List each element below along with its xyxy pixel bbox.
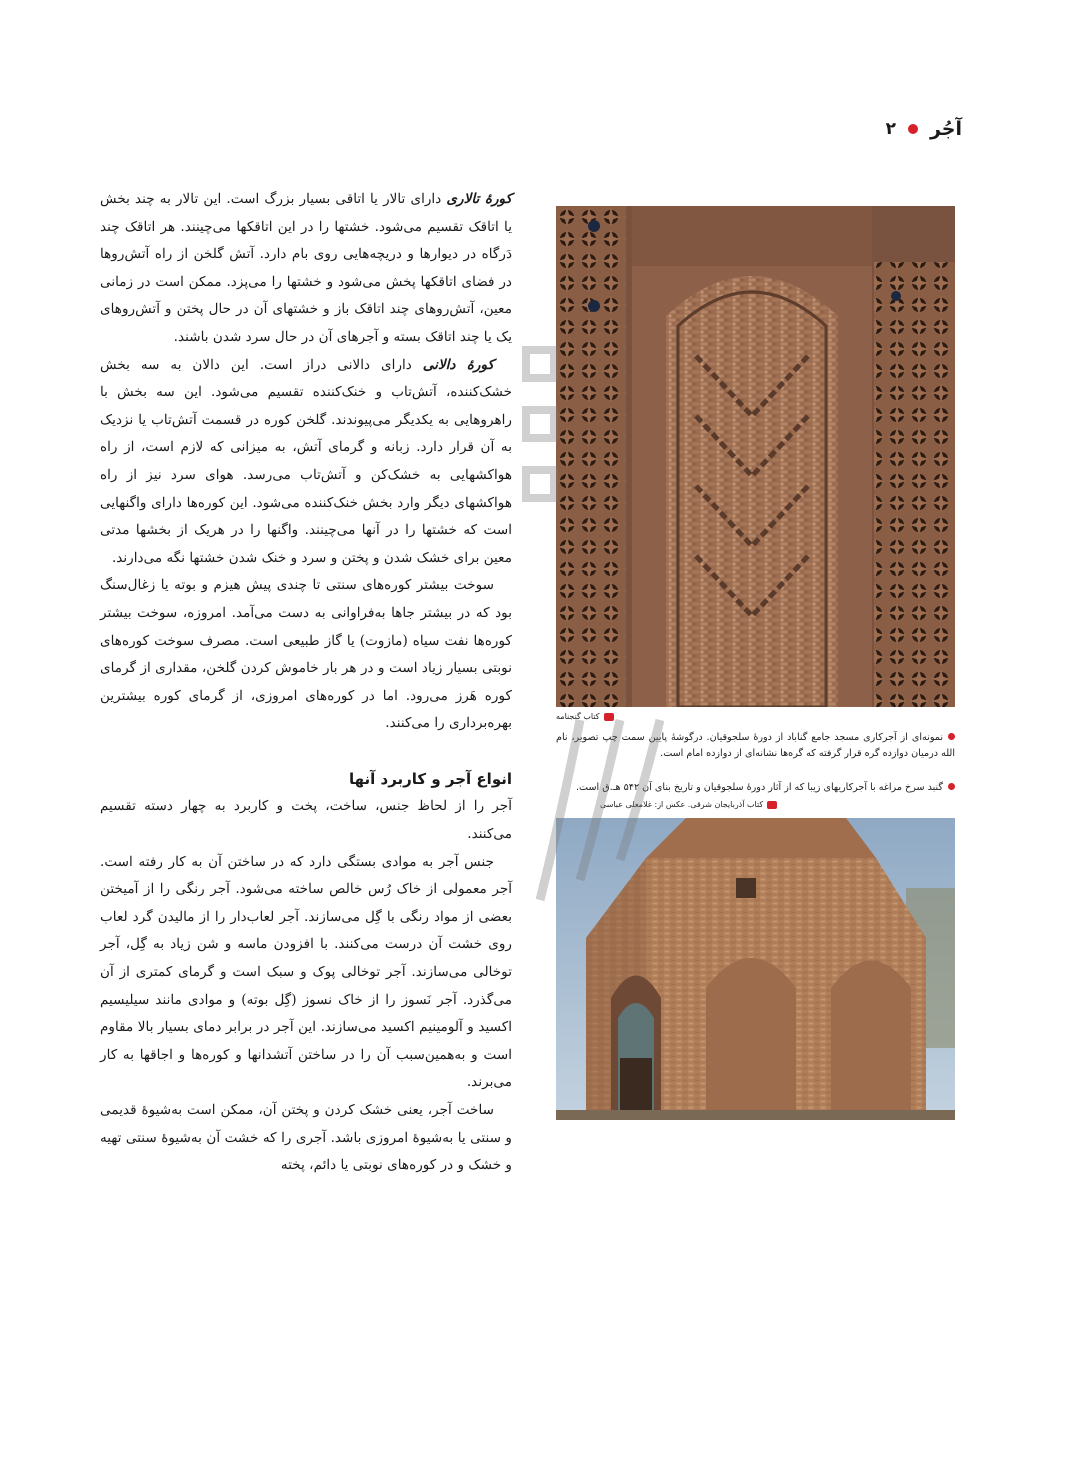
- page-number: ۲: [885, 119, 896, 139]
- paragraph-tunnel-kiln: [100, 352, 512, 573]
- caption-text: گنبد سرخ مراغه با آجرکاریهای زیبا که از آثار دورهٔ سلجوقیان و تاریخ بنای آن ۵۴۲ هـ.ق است.: [576, 782, 943, 793]
- top-photo-caption: [556, 730, 955, 762]
- paragraph-brick-material: جنس آجر به موادی بستگی دارد که در ساختن آن به کار رفته است. آجر معمولی از خاک رُس خالص ساخته می‌شود. آجر رنگی را از آمیختن بعضی از مواد رنگی با گِل می‌سازند. آجر لعاب‌دار را از مالیدن گرد لعاب روی خشت آن درست می‌کنند. با افزودن ماسه و شن زیاد به گِل، آجر توخالی می‌سازند. آجر توخالی پوک و سبک است و گرمای کمتری از آن می‌گذرد. آجر نَسوز را از خاک نسوز (گِل بوته) و موادی مانند سیلیسیم اکسید و آلومینیم اکسید می‌سازند. این آجر در برابر دمای بسیار بالا مقاوم است و به‌همین‌سبب آن را در ساختن آتشدانها و کوره‌ها و اجاقها به کار می‌برند.: [100, 853, 512, 1091]
- red-bullet-icon: [948, 783, 955, 790]
- top-photo-credit: [556, 712, 614, 721]
- photo-gonabad-brickwork: [556, 206, 955, 707]
- bottom-photo-caption: [556, 780, 955, 796]
- caption-text: نمونه‌ای از آجرکاری مسجد جامع گناباد از دورهٔ سلجوقیان. درگوشهٔ پایین سمت چپ تصویر، نام الله درمیان دوازده گره قرار گرفته که گره‌ها نشانه‌ای از دوازده امام است.: [556, 732, 955, 759]
- page-header: [886, 118, 962, 140]
- camera-icon: [604, 713, 614, 721]
- body-text-column: [100, 186, 512, 1180]
- paragraph-body: دارای دالانی دراز است. این دالان به سه بخش خشک‌کننده، آتش‌تاب و خنک‌کننده تقسیم می‌شود. این سه بخش با راهروهایی به یکدیگر می‌پیوندند. گلخن کوره در قسمت آتش‌تاب یا نزدیک به آن قرار دارد. زبانه و گرمای آتش، به میزانی که لازم است، از راه هواکشهایی به خشک‌کن و آتش‌تاب می‌رسد. هوای سرد نیز از راه هواکشهای دیگر وارد بخش خنک‌کننده می‌شود. این کوره‌ها دارای واگنهایی است که خشتها را در آنها می‌چینند. واگنها را در هریک از بخشها مدتی معین برای خشک شدن و پختن و سرد و خنک شدن خشتها نگه می‌دارند.: [100, 356, 512, 566]
- bottom-photo-credit: [600, 800, 777, 809]
- credit-text: کتاب آذربایجان شرقی. عکس از: غلامعلی عباسی: [600, 800, 764, 809]
- paragraph-fuel: [100, 572, 512, 738]
- red-bullet-icon: [948, 733, 955, 740]
- credit-text: کتاب گنجنامه: [556, 712, 600, 721]
- term-hall-kiln: کورهٔ تالاری: [446, 191, 513, 207]
- camera-icon: [767, 801, 777, 809]
- paragraph-body: دارای تالار یا اتاقی بسیار بزرگ است. این تالار به چند بخش یا اتاقک تقسیم می‌شود. خشتها را در این اتاقکها می‌چینند. هر اتاقک چند دَرگاه در دیوارها و دریچه‌هایی روی بام دارد. آتش گلخن از راه آتش‌روها در فضای اتاقکها پخش می‌شود و خشتها را می‌پزد. ممکن است در زمانی معین، آتش‌روهای چند اتاقک باز و خشتهای آن در حال پختن و آتش‌روهای یک یا چند اتاقک بسته و آجرهای آن در حال سرد شدن باشند.: [100, 191, 512, 345]
- paragraph-brick-making: ساخت آجر، یعنی خشک کردن و پختن آن، ممکن است به‌شیوهٔ قدیمی و سنتی یا به‌شیوهٔ امروزی باشد. آجری را که خشت آن به‌شیوهٔ سنتی تهیه و خشک و در کوره‌های نوبتی یا دائم، پخته: [100, 1102, 512, 1174]
- red-bullet-icon: [908, 124, 918, 134]
- paragraph-types-intro: آجر را از لحاظ جنس، ساخت، پخت و کاربرد به چهار دسته تقسیم می‌کنند.: [100, 798, 512, 843]
- term-tunnel-kiln: کورهٔ دالانی: [422, 356, 494, 373]
- paragraph-body: سوخت بیشتر کوره‌های سنتی تا چندی پیش هیزم و بوته یا زغال‌سنگ بود که در بیشتر جاها به‌فراوانی به دست می‌آمد. امروزه، سوخت بیشتر کوره‌ها نفت سیاه (مازوت) یا گاز طبیعی است. مصرف سوخت کوره‌های نوبتی بسیار زیاد است و در هر بار خاموش کردن گلخن، مقداری از گرمای کوره هَرز می‌رود. اما در کوره‌های امروزی، از گرمای کوره بیشترین بهره‌برداری را می‌کنند.: [100, 577, 512, 732]
- paragraph-hall-kiln: [100, 186, 512, 352]
- page-title: آجُر: [929, 118, 962, 140]
- photo-maragheh-red-dome: [556, 818, 955, 1120]
- section-heading: انواع آجر و کاربرد آنها: [348, 769, 512, 788]
